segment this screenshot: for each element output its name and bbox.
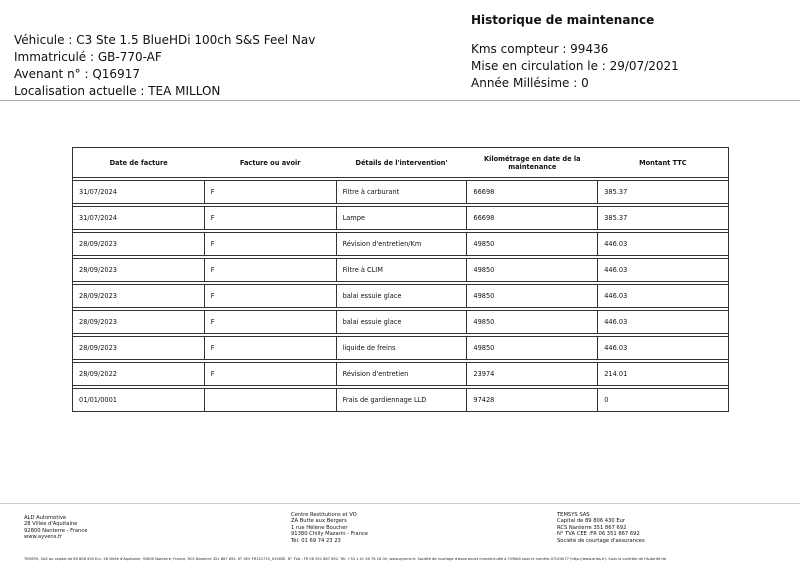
cell-mileage: 66698	[467, 181, 598, 204]
cell-invoice-date: 28/09/2023	[73, 311, 205, 334]
footer-line: Centre Restitutions et VO	[291, 512, 357, 518]
cell-invoice-type: F	[204, 181, 336, 204]
cell-intervention: Filtre à carburant	[336, 181, 467, 204]
footer-line: RCS Nanterre 351 867 692	[557, 524, 627, 531]
table-row	[73, 259, 729, 282]
cell-mileage: 49850	[467, 285, 598, 308]
header-divider	[0, 100, 800, 101]
vehicle-amendment: Avenant n° : Q16917	[14, 67, 140, 81]
cell-intervention: Lampe	[336, 207, 467, 230]
cell-invoice-type: F	[204, 311, 336, 334]
table-row	[73, 285, 729, 308]
table-header-row	[73, 148, 729, 178]
table-row	[73, 207, 729, 230]
table-row	[73, 389, 729, 412]
footer-line: ZA Butte aux Bergers	[291, 518, 347, 525]
cell-invoice-type: F	[204, 233, 336, 256]
header-invoice-date: Date de facture	[73, 148, 205, 178]
cell-invoice-type: F	[204, 285, 336, 308]
odometer-reading: Kms compteur : 99436	[471, 42, 609, 56]
cell-invoice-date: 28/09/2023	[73, 285, 205, 308]
cell-intervention: liquide de freins	[336, 337, 467, 360]
cell-invoice-type: F	[204, 207, 336, 230]
footer-line: 1 rue Hélène Boucher	[291, 524, 348, 531]
footer-line: Société de courtage d'assurances	[557, 537, 645, 544]
cell-intervention: Frais de gardiennage LLD	[336, 389, 467, 412]
maintenance-history-info	[471, 12, 679, 92]
cell-amount: 446.03	[598, 259, 729, 282]
footer-line: 28 Villée d'Aquitaine	[24, 521, 78, 528]
maintenance-table	[72, 147, 729, 412]
cell-invoice-date: 28/09/2023	[73, 233, 205, 256]
cell-mileage: 49850	[467, 259, 598, 282]
vehicle-registration: Immatriculé : GB-770-AF	[14, 50, 162, 64]
legal-notice: TEMSYS, SAS au capital de 89 806 430 Eur, 28 Villée d'Aquitaine, 92800 Nanterre, France, RCS Nanterre 351 867 692, N° SEV FR151725_01583E, N° TVA : FR 06 351 867 692, Tél. +33 1 41 56 76 18 00, www.ayvens.fr. Société de courtage d'assurances immatriculée à l'ORIAS sous le numéro 07024077 (http://www.orias.fr). Sous le contrôle de l'Autorité de	[24, 557, 667, 561]
header-invoice-type: Facture ou avoir	[204, 148, 336, 178]
cell-amount: 385.37	[598, 207, 729, 230]
footer-restitution-center	[291, 512, 368, 544]
cell-invoice-date: 28/09/2023	[73, 337, 205, 360]
cell-amount: 214.01	[598, 363, 729, 386]
cell-invoice-date: 28/09/2023	[73, 259, 205, 282]
cell-invoice-date: 01/01/0001	[73, 389, 205, 412]
cell-mileage: 49850	[467, 311, 598, 334]
table-row	[73, 363, 729, 386]
cell-mileage: 49850	[467, 233, 598, 256]
footer-line: ALD Automotive	[24, 515, 67, 521]
cell-invoice-type: F	[204, 337, 336, 360]
cell-invoice-type: F	[204, 259, 336, 282]
cell-amount: 446.03	[598, 233, 729, 256]
cell-mileage: 66698	[467, 207, 598, 230]
footer-line: 91380 Chilly Mazarin - France	[291, 531, 368, 538]
header-amount: Montant TTC	[598, 148, 729, 178]
footer-line: TEMSYS SAS	[557, 512, 590, 518]
page-title: Historique de maintenance	[471, 13, 655, 27]
footer-line: 92800 Nanterre - France	[24, 527, 88, 534]
cell-amount: 446.03	[598, 311, 729, 334]
vehicle-model: Véhicule : C3 Ste 1.5 BlueHDi 100ch S&S Feel Nav	[14, 33, 316, 47]
vehicle-info	[14, 32, 315, 100]
footer-company	[24, 515, 87, 541]
header-mileage: Kilométrage en date de la maintenance	[467, 148, 598, 178]
cell-invoice-date: 28/09/2022	[73, 363, 205, 386]
table-row	[73, 233, 729, 256]
footer-line: Tél. 01 69 74 23 23	[291, 537, 341, 544]
footer-line: www.ayvens.fr	[24, 534, 63, 541]
footer-divider	[0, 503, 800, 504]
cell-intervention: Filtre à CLIM	[336, 259, 467, 282]
cell-mileage: 49850	[467, 337, 598, 360]
cell-mileage: 23974	[467, 363, 598, 386]
cell-amount: 446.03	[598, 285, 729, 308]
cell-amount: 385.37	[598, 181, 729, 204]
vehicle-location: Localisation actuelle : TEA MILLON	[14, 84, 221, 98]
cell-intervention: Révision d'entretien/Km	[336, 233, 467, 256]
cell-intervention: Révision d'entretien	[336, 363, 467, 386]
footer-broker	[557, 512, 645, 544]
cell-mileage: 97428	[467, 389, 598, 412]
cell-invoice-type	[204, 389, 336, 412]
cell-invoice-type: F	[204, 363, 336, 386]
cell-amount: 446.03	[598, 337, 729, 360]
cell-amount: 0	[598, 389, 729, 412]
footer-line: N° TVA CEE :FR 06 351 867 692	[557, 531, 640, 538]
footer-line: Capital de 89 806 430 Eur	[557, 518, 626, 525]
cell-invoice-date: 31/07/2024	[73, 207, 205, 230]
table-row	[73, 337, 729, 360]
header-intervention-details: Détails de l'intervention'	[336, 148, 467, 178]
cell-intervention: balai essuie glace	[336, 311, 467, 334]
first-registration-date: Mise en circulation le : 29/07/2021	[471, 59, 679, 73]
table-row	[73, 311, 729, 334]
cell-intervention: balai essuie glace	[336, 285, 467, 308]
table-row	[73, 181, 729, 204]
model-year: Année Millésime : 0	[471, 76, 589, 90]
cell-invoice-date: 31/07/2024	[73, 181, 205, 204]
